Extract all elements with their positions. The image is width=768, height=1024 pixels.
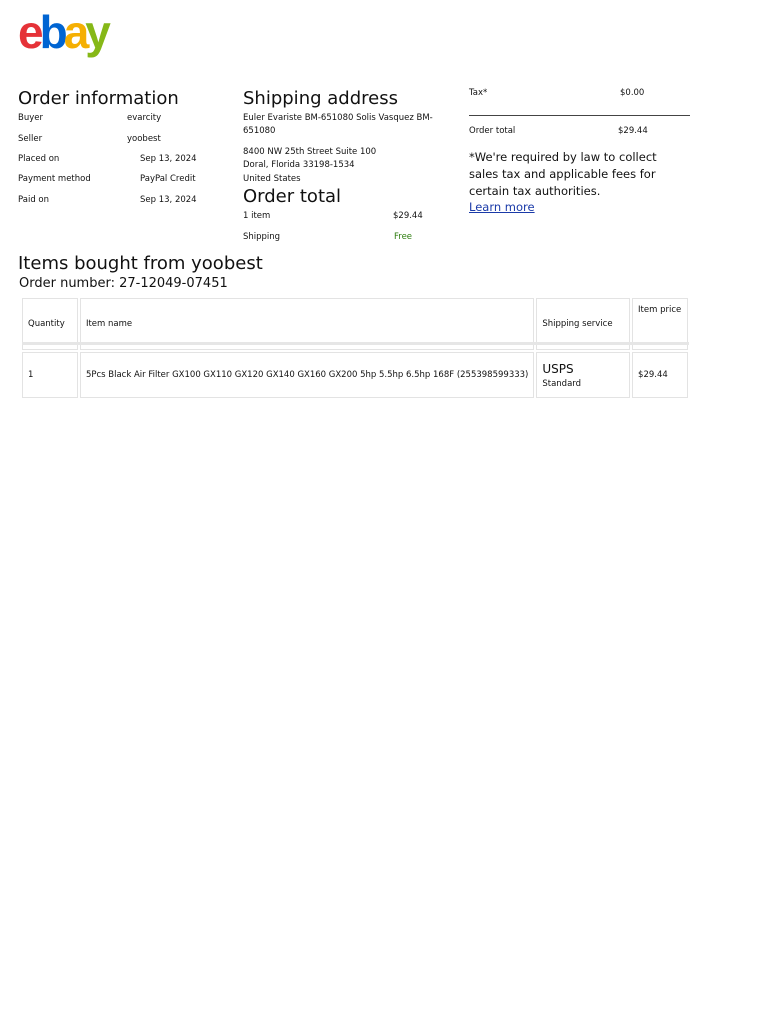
shipping-value: Free <box>394 232 413 242</box>
order-total-label: Order total <box>469 126 516 136</box>
buyer-label: Buyer <box>18 113 43 123</box>
payment-method-value: PayPal Credit <box>140 174 196 184</box>
country: United States <box>243 174 301 184</box>
tax-note: *We're required by law to collect sales tax and applicable fees for certain tax authorities. <box>469 150 657 198</box>
learn-more-link[interactable]: Learn more <box>469 200 535 214</box>
seller-label: Seller <box>18 134 43 144</box>
recipient-name-line1: Euler Evariste BM-651080 Solis Vasquez BM- <box>243 113 433 123</box>
street-address: 8400 NW 25th Street Suite 100 <box>243 147 377 157</box>
row-shipping-service <box>536 352 630 398</box>
city-state-zip: Doral, Florida 33198-1534 <box>243 160 355 170</box>
buyer-value: evarcity <box>127 113 162 123</box>
logo-letter-y: y <box>85 6 107 58</box>
placed-on-label: Placed on <box>18 154 60 164</box>
header-shipping-service: Shipping service <box>536 298 630 350</box>
item-subtotal-value: $29.44 <box>393 211 423 221</box>
header-item-name: Item name <box>80 298 534 350</box>
order-total-value: $29.44 <box>618 126 648 136</box>
items-section-heading: Items bought from yoobest <box>18 253 263 274</box>
tax-value: $0.00 <box>620 88 645 98</box>
shipping-label: Shipping <box>243 232 281 242</box>
paid-on-label: Paid on <box>18 195 49 205</box>
row-quantity: 1 <box>22 352 78 398</box>
item-count-label: 1 item <box>243 211 271 221</box>
header-separator <box>22 342 689 345</box>
ebay-logo <box>18 6 107 58</box>
order-information-heading: Order information <box>18 88 179 109</box>
order-total-heading: Order total <box>243 186 342 207</box>
row-carrier: USPS <box>542 361 574 376</box>
shipping-address-heading: Shipping address <box>243 88 398 109</box>
tax-label: Tax* <box>469 88 488 98</box>
row-service-level: Standard <box>542 378 582 389</box>
placed-on-value: Sep 13, 2024 <box>140 154 197 164</box>
seller-value: yoobest <box>127 134 161 144</box>
logo-letter-a: a <box>63 6 86 58</box>
logo-letter-e: e <box>18 6 40 58</box>
logo-letter-b: b <box>39 6 64 58</box>
recipient-name-line2: 651080 <box>243 126 276 136</box>
paid-on-value: Sep 13, 2024 <box>140 195 197 205</box>
header-quantity: Quantity <box>22 298 78 350</box>
table-row <box>22 352 688 398</box>
row-item-name[interactable]: 5Pcs Black Air Filter GX100 GX110 GX120 GX140 GX160 GX200 5hp 5.5hp 6.5hp 168F (255398599333) <box>80 352 534 398</box>
items-table <box>20 296 690 400</box>
total-divider <box>469 115 690 116</box>
row-item-price: $29.44 <box>632 352 688 398</box>
header-item-price: Item price <box>632 298 688 350</box>
order-number: Order number: 27-12049-07451 <box>19 276 228 291</box>
payment-method-label: Payment method <box>18 174 91 184</box>
